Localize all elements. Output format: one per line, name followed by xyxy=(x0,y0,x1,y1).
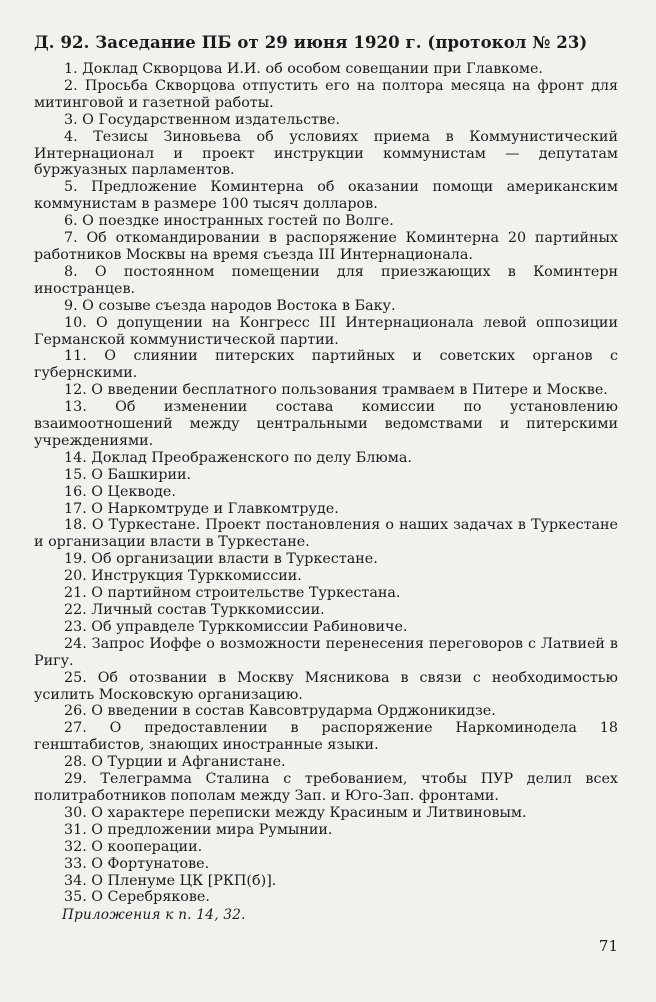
agenda-item: 35. О Серебрякове. xyxy=(64,889,210,906)
agenda-item: 34. О Пленуме ЦК [РКП(б)]. xyxy=(64,872,277,889)
agenda-item: 32. О кооперации. xyxy=(64,838,203,855)
page-number: 71 xyxy=(598,937,618,955)
agenda-item: 7. Об откомандировании в распоряжение Коминтерна 20 партийных работников Москвы на время съезда III Интернационала. xyxy=(34,230,618,263)
agenda-item: 13. Об изменении состава комиссии по установлению взаимоотношений между центральными ведомствами и питерскими учреждениями. xyxy=(34,399,618,449)
agenda-item: 5. Предложение Коминтерна об оказании помощи американским коммунистам в размере 100 тысяч долларов. xyxy=(34,179,618,213)
agenda-item: 21. О партийном строительстве Туркестана. xyxy=(64,585,401,602)
agenda-item: 8. О постоянном помещении для приезжающих в Коминтерн иностранцев. xyxy=(34,263,618,297)
agenda-item: 2. Просьба Скворцова отпустить его на полтора месяца на фронт для митинговой и газетной работы. xyxy=(34,77,618,111)
agenda-item: 14. Доклад Преображенского по делу Блюма. xyxy=(64,449,412,466)
agenda-item: 15. О Башкирии. xyxy=(64,466,192,483)
agenda-item: 17. О Наркомтруде и Главкомтруде. xyxy=(64,500,339,517)
agenda-item: 26. О введении в состав Кавсовтрударма Орджоникидзе. xyxy=(64,703,496,720)
agenda-item: 10. О допущении на Конгресс III Интернационала левой оппозиции Германской коммунистической партии. xyxy=(34,314,618,348)
agenda-item: 20. Инструкция Турккомиссии. xyxy=(64,568,302,585)
agenda-item: 24. Запрос Иоффе о возможности перенесения переговоров с Латвией в Ригу. xyxy=(34,635,618,669)
agenda-item: 23. Об управделе Турккомиссии Рабиновиче. xyxy=(64,618,408,635)
appendix-note: Приложения к п. 14, 32. xyxy=(62,907,246,923)
agenda-item: 29. Телеграмма Сталина с требованием, чтобы ПУР делил всех политработников пополам между Зап. и Юго-Зап. фронтами. xyxy=(34,771,618,804)
agenda-item: 1. Доклад Скворцова И.И. об особом совещании при Главкоме. xyxy=(64,61,543,77)
agenda-item: 22. Личный состав Турккомиссии. xyxy=(64,602,325,618)
agenda-item: 25. Об отозвании в Москву Мясникова в связи с необходимостью усилить Московскую организацию. xyxy=(34,669,618,703)
agenda-item: 16. О Цекводе. xyxy=(64,483,176,500)
agenda-item: 11. О слиянии питерских партийных и советских органов с губернскими. xyxy=(34,348,618,382)
agenda-item: 19. Об организации власти в Туркестане. xyxy=(64,551,378,568)
agenda-item: 31. О предложении мира Румынии. xyxy=(64,821,333,838)
agenda-item: 12. О введении бесплатного пользования трамваем в Питере и Москве. xyxy=(64,382,608,399)
agenda-item: 3. О Государственном издательстве. xyxy=(64,111,341,128)
agenda-item: 4. Тезисы Зиновьева об условиях приема в Коммунистический Интернационал и проект инструкции коммунистам — депутатам буржуазных парламентов. xyxy=(34,128,618,179)
document-heading: Д. 92. Заседание ПБ от 29 июня 1920 г. (протокол № 23) xyxy=(34,33,588,52)
agenda-item: 6. О поездке иностранных гостей по Волге. xyxy=(64,213,394,230)
agenda-item: 30. О характере переписки между Красиным и Литвиновым. xyxy=(64,804,527,821)
agenda-list xyxy=(34,61,618,906)
agenda-item: 18. О Туркестане. Проект постановления о наших задачах в Туркестане и организации власти в Туркестане. xyxy=(34,517,618,551)
agenda-item: 28. О Турции и Афганистане. xyxy=(64,754,286,771)
agenda-item: 27. О предоставлении в распоряжение Наркоминодела 18 генштабистов, знающих иностранные языки. xyxy=(34,720,618,754)
agenda-item: 9. О созыве съезда народов Востока в Баку. xyxy=(64,297,396,314)
agenda-item: 33. О Фортунатове. xyxy=(64,855,210,872)
